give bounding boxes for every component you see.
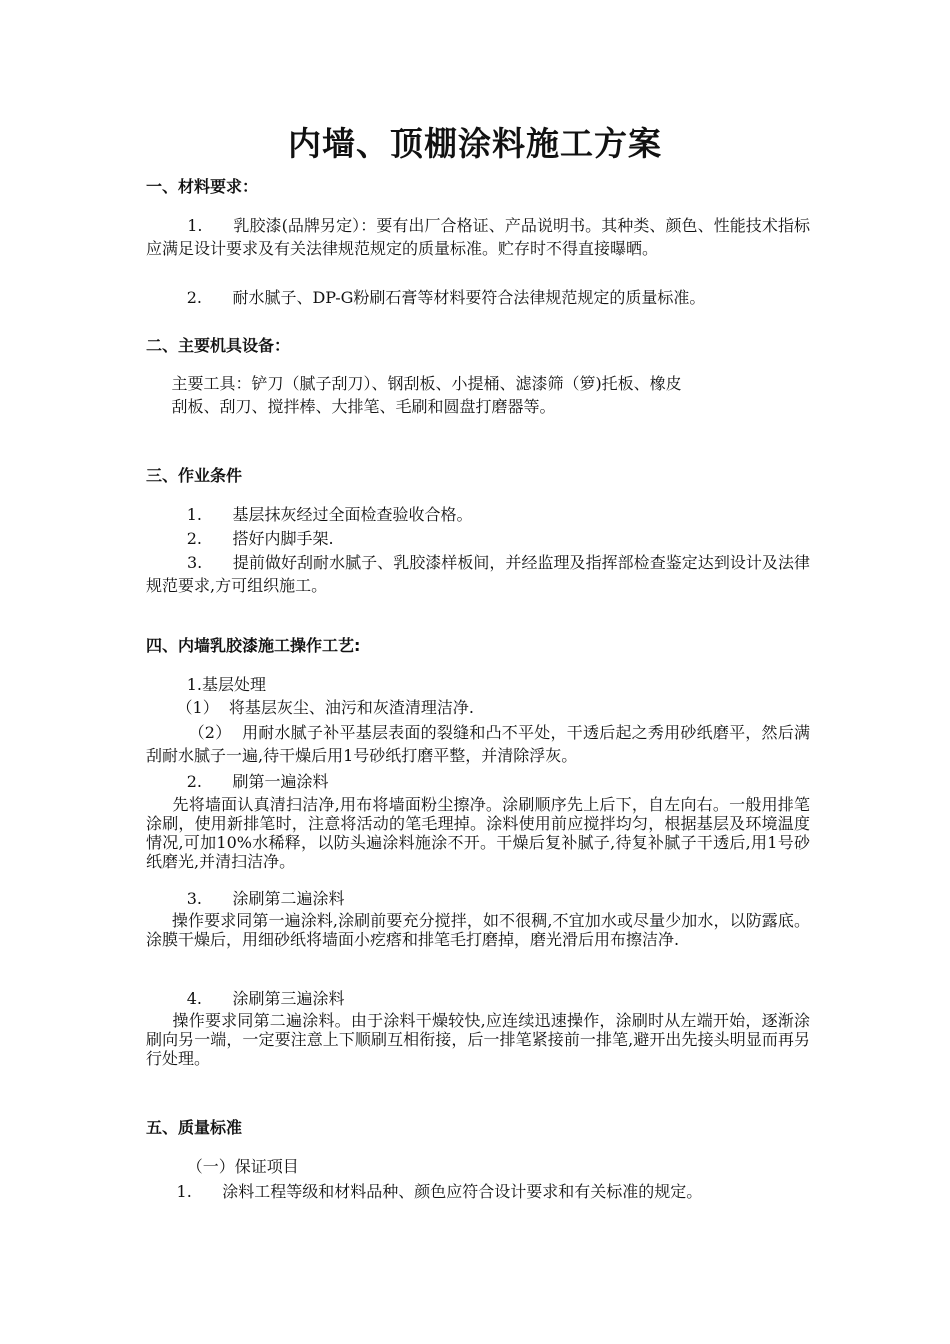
process-step-1: 1.基层处理: [146, 675, 266, 694]
process-step-4: 4. 涂刷第三遍涂料: [146, 989, 345, 1008]
process-step-1-b: （2） 用耐水腻子补平基层表面的裂缝和凸不平处，干透后起之秀用砂纸磨平，然后满刮耐水腻子一遍,待干燥后用1号砂纸打磨平整，并清除浮灰。: [146, 723, 811, 765]
section-heading-quality: 五、质量标准: [146, 1118, 243, 1137]
section-heading-materials: 一、材料要求：: [146, 177, 259, 196]
conditions-item-3: 3. 提前做好刮耐水腻子、乳胶漆样板间，并经监理及指挥部检查鉴定达到设计及法律规范要求,方可组织施工。: [146, 553, 810, 595]
materials-item-1: 1. 乳胶漆(品牌另定）：要有出厂合格证、产品说明书。其种类、颜色、性能技术指标应满足设计要求及有关法律规范规定的质量标准。贮存时不得直接曝晒。: [146, 216, 810, 258]
equipment-text: 主要工具：铲刀（腻子刮刀）、钢刮板、小提桶、滤漆筛（箩)托板、橡皮 刮板、刮刀、搅拌棒、大排笔、毛刷和圆盘打磨器等。: [171, 374, 682, 416]
quality-item-1: 1. 涂料工程等级和材料品种、颜色应符合设计要求和有关标准的规定。: [146, 1182, 703, 1201]
section-heading-equipment: 二、主要机具设备：: [146, 336, 291, 355]
process-step-4-text: 操作要求同第二遍涂料。由于涂料干燥较快,应连续迅速操作，涂刷时从左端开始，逐渐涂刷向另一端，一定要注意上下顺刷互相衔接，后一排笔紧接前一排笔,避开出先接头明显而再另行处理。: [146, 1011, 810, 1068]
document-title: 内墙、顶棚涂料施工方案: [288, 124, 662, 163]
process-step-1-a: （1） 将基层灰尘、油污和灰渣清理洁净.: [146, 698, 474, 717]
materials-item-2: 2. 耐水腻子、DP-G粉刷石膏等材料要符合法律规范规定的质量标准。: [146, 288, 706, 307]
section-heading-conditions: 三、作业条件: [146, 466, 243, 485]
conditions-item-1: 1. 基层抹灰经过全面检查验收合格。: [146, 505, 473, 524]
conditions-item-2: 2. 搭好内脚手架.: [146, 529, 334, 548]
process-step-3: 3. 涂刷第二遍涂料: [146, 889, 345, 908]
process-step-3-text: 操作要求同第一遍涂料,涂刷前要充分搅拌，如不很稠,不宜加水或尽量少加水，以防露底。涂膜干燥后，用细砂纸将墙面小疙瘩和排笔毛打磨掉，磨光滑后用布擦洁净.: [146, 911, 810, 949]
process-step-2: 2. 刷第一遍涂料: [146, 772, 329, 791]
section-heading-process: 四、内墙乳胶漆施工操作工艺:: [146, 636, 361, 655]
quality-subheading: （一）保证项目: [146, 1157, 299, 1176]
process-step-2-text: 先将墙面认真清扫洁净,用布将墙面粉尘擦净。涂刷顺序先上后下，自左向右。一般用排笔涂刷，使用新排笔时，注意将活动的笔毛理掉。涂料使用前应搅拌均匀，根据基层及环境温度情况,可加10%水稀释，以防头遍涂料施涂不开。干燥后复补腻子,待复补腻子干透后,用1号砂纸磨光,并清扫洁净。: [146, 795, 810, 871]
